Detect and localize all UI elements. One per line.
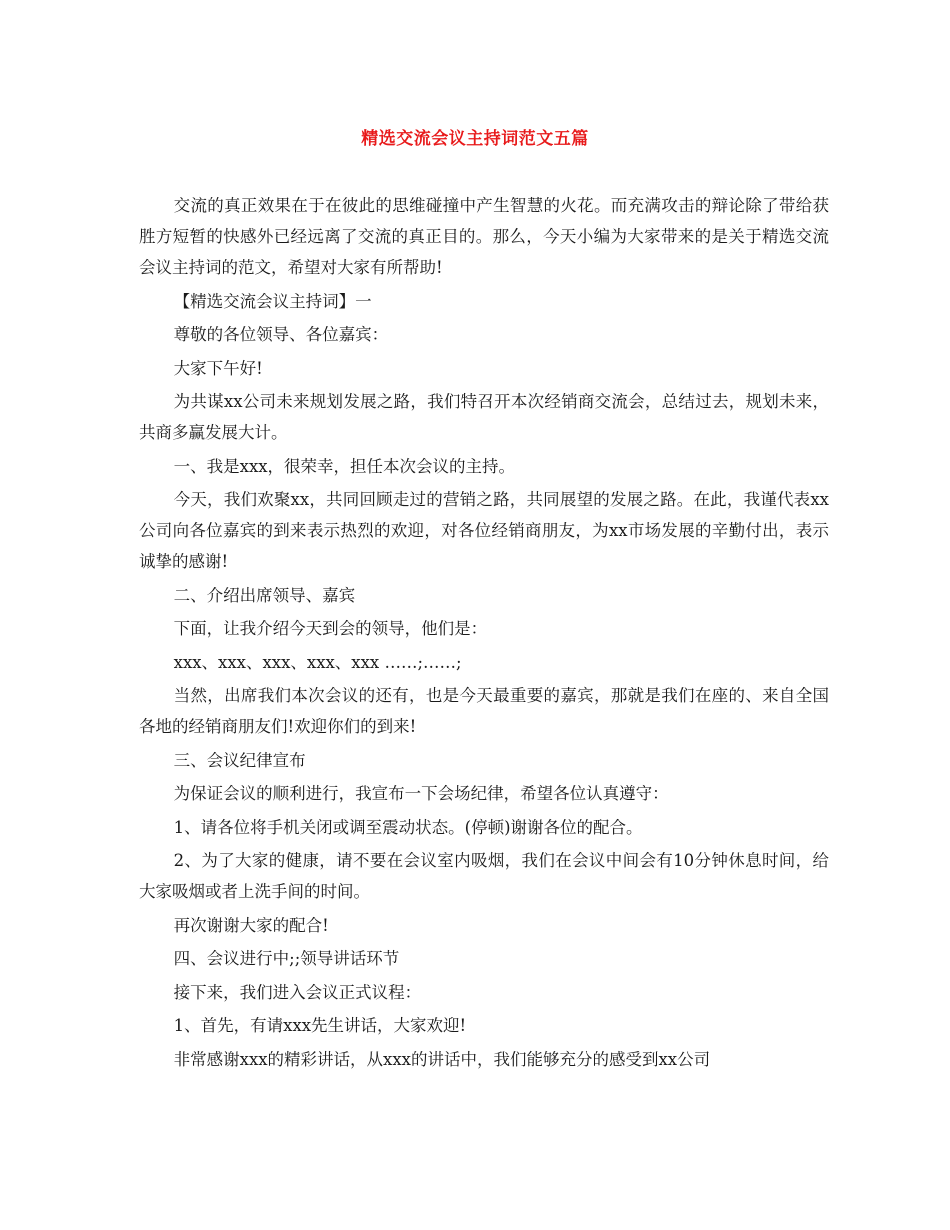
subheading: 二、介绍出席领导、嘉宾 (173, 585, 356, 605)
subheading: 三、会议纪律宣布 (173, 750, 306, 770)
paragraph: xxx、xxx、xxx、xxx、xxx ……;……; (173, 652, 462, 672)
list-item: 1、请各位将手机关闭或调至震动状态。(停顿)谢谢各位的配合。 (173, 817, 643, 837)
paragraph: 接下来，我们进入会议正式议程： (173, 982, 422, 1002)
paragraph: 今天，我们欢聚xx，共同回顾走过的营销之路，共同展望的发展之路。在此，我谨代表xx公司向各位嘉宾的到来表示热烈的欢迎，对各位经销商朋友，为xx市场发展的辛勤付出，表示诚挚的感谢! (139, 490, 829, 571)
paragraph: 下面，让我介绍今天到会的领导，他们是： (173, 619, 488, 638)
paragraph: 再次谢谢大家的配合! (173, 915, 329, 935)
subheading: 四、会议进行中;;领导讲话环节 (173, 949, 400, 968)
document-body (139, 190, 829, 1077)
document-title: 精选交流会议主持词范文五篇 (361, 129, 589, 149)
list-item: 1、首先，有请xxx先生讲话，大家欢迎! (173, 1016, 467, 1035)
section-heading: 【精选交流会议主持词】一 (173, 291, 372, 311)
paragraph: 一、我是xxx，很荣幸，担任本次会议的主持。 (173, 456, 516, 476)
paragraph: 非常感谢xxx的精彩讲话，从xxx的讲话中，我们能够充分的感受到xx公司 (173, 1049, 711, 1069)
intro-paragraph: 交流的真正效果在于在彼此的思维碰撞中产生智慧的火花。而充满攻击的辩论除了带给获胜方短暂的快感外已经远离了交流的真正目的。那么，今天小编为大家带来的是关于精选交流会议主持词的范文，希望对大家有所帮助! (139, 196, 829, 277)
paragraph: 为保证会议的顺利进行，我宣布一下会场纪律，希望各位认真遵守： (173, 784, 669, 803)
paragraph: 当然，出席我们本次会议的还有，也是今天最重要的嘉宾，那就是我们在座的、来自全国各地的经销商朋友们!欢迎你们的到来! (139, 686, 829, 736)
list-item: 2、为了大家的健康，请不要在会议室内吸烟，我们在会议中间会有10分钟休息时间，给大家吸烟或者上洗手间的时间。 (139, 851, 829, 901)
paragraph: 为共谋xx公司未来规划发展之路，我们特召开本次经销商交流会，总结过去，规划未来，共商多赢发展大计。 (139, 392, 829, 442)
greeting: 大家下午好! (173, 358, 263, 378)
salutation: 尊敬的各位领导、各位嘉宾： (173, 325, 389, 344)
